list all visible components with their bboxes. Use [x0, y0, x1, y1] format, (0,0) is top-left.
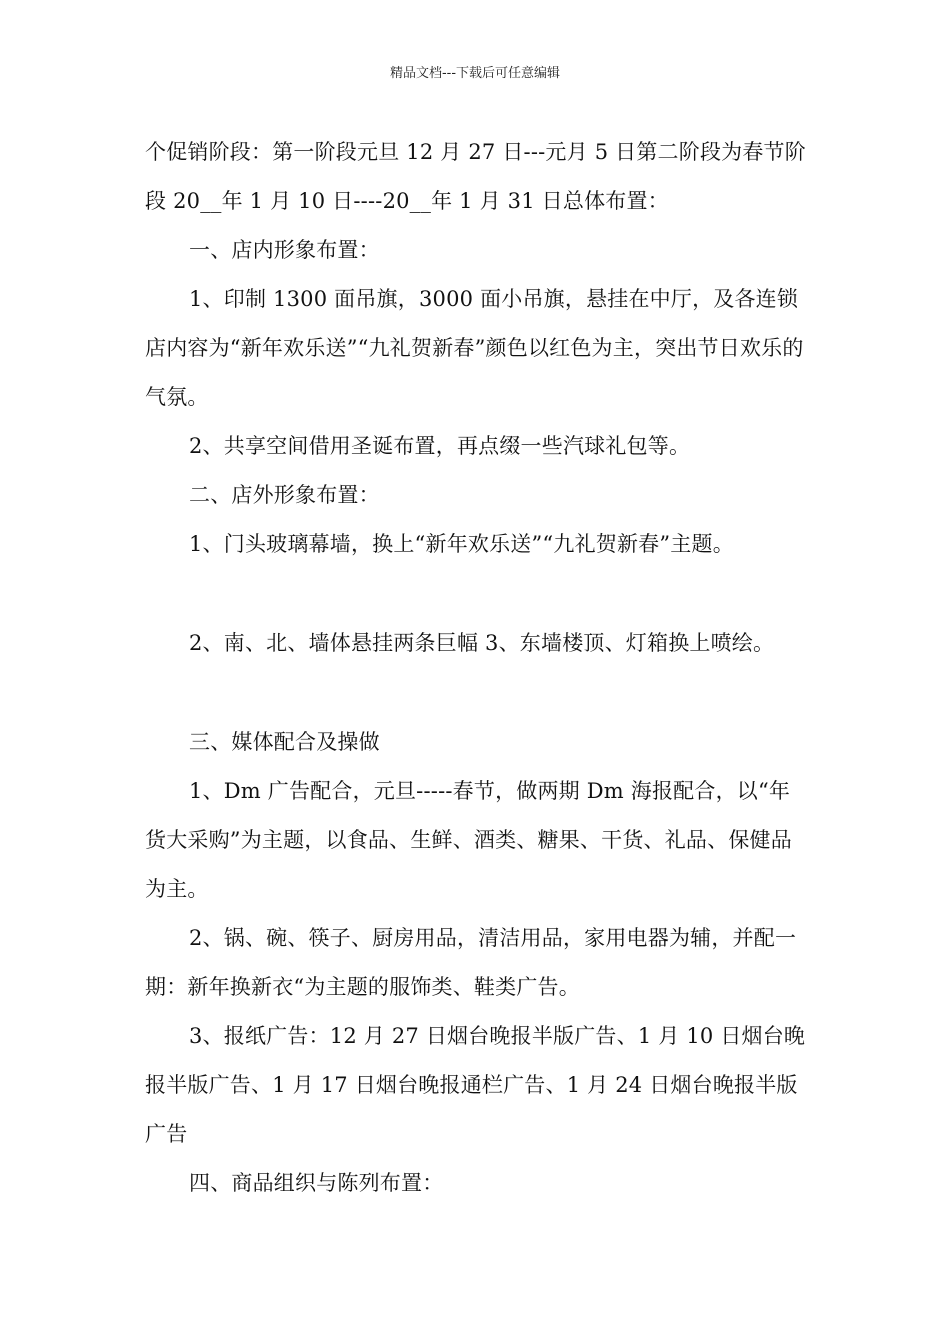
page-header: 精品文档---下载后可任意编辑: [389, 66, 561, 81]
heading-merchandise-display: 四、商品组织与陈列布置：: [189, 1171, 444, 1195]
heading-media: 三、媒体配合及操做: [189, 730, 380, 754]
paragraph-exterior-glass-wall: 1、门头玻璃幕墙，换上“新年欢乐送”“九礼贺新春”主题。: [189, 532, 734, 556]
paragraph-interior-banners: 1、印制 1300 面吊旗，3000 面小吊旗，悬挂在中厅，及各连锁店内容为“新年欢乐送”“九礼贺新春”颜色以红色为主，突出节日欢乐的气氛。: [145, 287, 804, 409]
paragraph-exterior-wall-banners: 2、南、北、墙体悬挂两条巨幅 3、东墙楼顶、灯箱换上喷绘。: [189, 631, 775, 655]
paragraph-interior-shared-space: 2、共享空间借用圣诞布置，再点缀一些汽球礼包等。: [189, 434, 691, 458]
document-body: [145, 128, 810, 1208]
paragraph-media-dm-ads: 1、Dm 广告配合，元旦-----春节，做两期 Dm 海报配合，以“年货大采购”为主题，以食品、生鲜、酒类、糖果、干货、礼品、保健品为主。: [145, 779, 792, 901]
paragraph-media-household: 2、锅、碗、筷子、厨房用品，清洁用品，家用电器为辅，并配一期：新年换新衣“为主题的服饰类、鞋类广告。: [145, 926, 797, 999]
paragraph-promotion-stages: 个促销阶段：第一阶段元旦 12 月 27 日---元月 5 日第二阶段为春节阶段 20__年 1 月 10 日----20__年 1 月 31 日总体布置：: [145, 140, 806, 213]
heading-store-exterior: 二、店外形象布置：: [189, 483, 380, 507]
paragraph-media-newspaper: 3、报纸广告：12 月 27 日烟台晚报半版广告、1 月 10 日烟台晚报半版广告、1 月 17 日烟台晚报通栏广告、1 月 24 日烟台晚报半版广告: [145, 1024, 806, 1146]
heading-store-interior: 一、店内形象布置：: [189, 238, 380, 262]
